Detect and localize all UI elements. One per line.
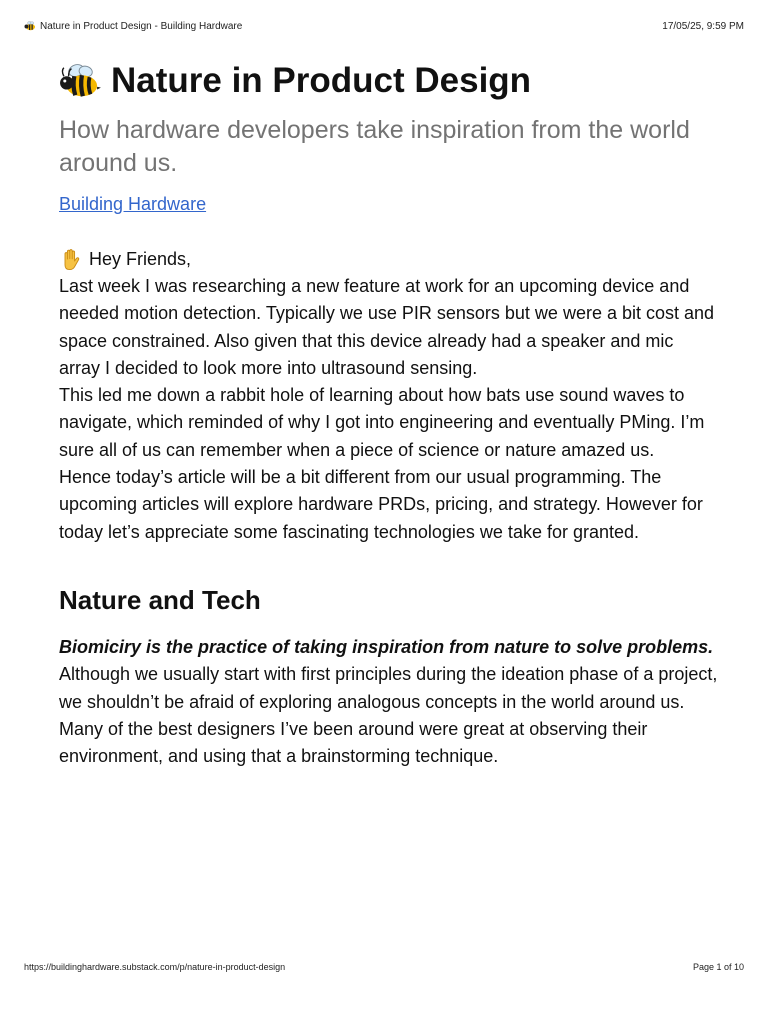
article bbox=[59, 54, 719, 770]
section-lead: Biomiciry is the practice of taking inspiration from nature to solve problems. bbox=[59, 636, 714, 657]
article-subtitle: How hardware developers take inspiration from the world around us. bbox=[59, 116, 690, 177]
print-header-title-group bbox=[24, 21, 242, 32]
section-heading: Nature and Tech bbox=[59, 584, 261, 615]
print-footer bbox=[24, 962, 744, 972]
publication-link[interactable]: Building Hardware bbox=[59, 194, 207, 214]
print-header-doc-title: Nature in Product Design - Building Hardware bbox=[40, 20, 243, 32]
paragraph: Hence today’s article will be a bit different from our usual programming. The upcoming articles will explore hardware PRDs, pricing, and strategy. However for today let’s appreciate some fascinating technologies we take for granted. bbox=[59, 467, 703, 542]
paragraph: This led me down a rabbit hole of learning about how bats use sound waves to navigate, which reminded of why I got into engineering and eventually PMing. I’m sure all of us can remember when a piece of science or nature amazed us. bbox=[59, 385, 705, 460]
print-footer-url: https://buildinghardware.substack.com/p/nature-in-product-design bbox=[24, 962, 286, 972]
bee-icon bbox=[59, 62, 101, 100]
print-header-datetime: 17/05/25, 9:59 PM bbox=[662, 20, 744, 32]
paragraph: Last week I was researching a new feature at work for an upcoming device and needed motion detection. Typically we use PIR sensors but we were a bit cost and space constrained. Also given that this device already had a speaker and mic array I decided to look more into ultrasound sensing. bbox=[59, 276, 715, 378]
greeting bbox=[59, 246, 719, 273]
article-title-text: Nature in Product Design bbox=[111, 61, 532, 100]
print-footer-page-number: Page 1 of 10 bbox=[692, 962, 744, 972]
greeting-text: Hey Friends, bbox=[89, 249, 192, 269]
raised-hand-icon bbox=[59, 248, 83, 272]
bee-icon bbox=[24, 21, 36, 31]
print-header bbox=[24, 16, 744, 36]
article-title bbox=[59, 54, 719, 108]
paragraph: Although we usually start with first principles during the ideation phase of a project, we shouldn’t be afraid of exploring analogous concepts in the world around us. Many of the best designers I’ve been around were great at observing their environment, and using that a brainstorming technique. bbox=[59, 664, 718, 767]
